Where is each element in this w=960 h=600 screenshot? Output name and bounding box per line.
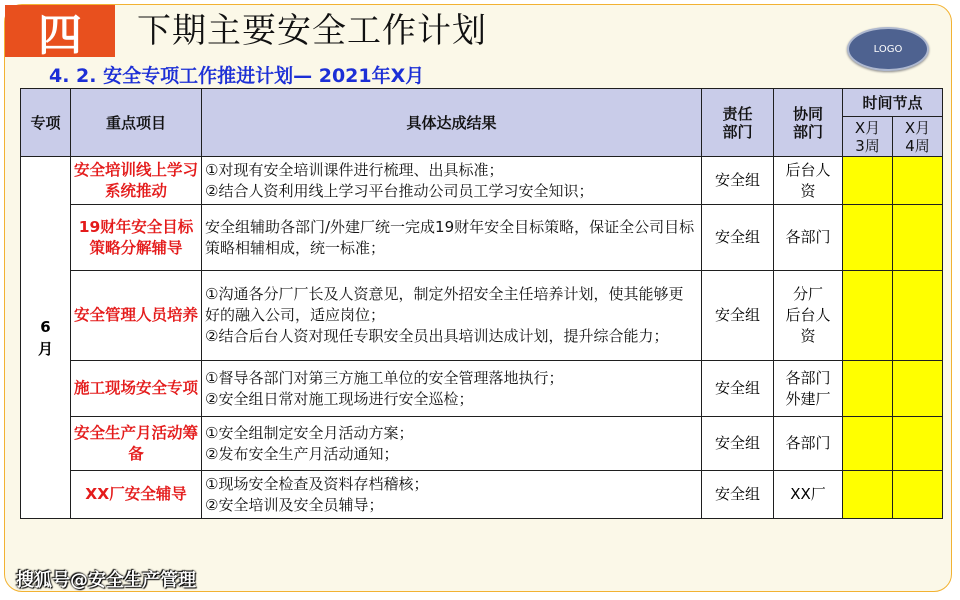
week3-slot xyxy=(843,205,893,271)
result-line: ①对现有安全培训课件进行梳理、出具标准； xyxy=(205,160,504,179)
result-line: ②安全组日常对施工现场进行安全巡检； xyxy=(205,389,474,408)
watermark: 搜狐号@安全生产管理 xyxy=(16,570,196,591)
result-line: 安全组辅助各部门/外建厂统一完成19财年安全目标策略，保证全公司目标策略相辅相成，统一标准； xyxy=(205,217,695,257)
header-week4 xyxy=(893,117,943,157)
table-row xyxy=(21,417,943,471)
header-responsible xyxy=(702,89,774,157)
header-cooperating-label: 协同部门 xyxy=(792,104,823,141)
table-row xyxy=(21,271,943,361)
responsible-dept: 安全组 xyxy=(702,205,774,271)
result-text xyxy=(202,157,702,205)
result-line: ①督导各部门对第三方施工单位的安全管理落地执行； xyxy=(205,368,564,387)
header-responsible-label: 责任部门 xyxy=(722,104,753,141)
responsible-dept: 安全组 xyxy=(702,471,774,519)
table-row xyxy=(21,205,943,271)
week4-slot xyxy=(893,471,943,519)
week4-slot xyxy=(893,271,943,361)
week4-slot xyxy=(893,157,943,205)
header-cooperating xyxy=(774,89,843,157)
result-text xyxy=(202,417,702,471)
responsible-dept: 安全组 xyxy=(702,361,774,417)
section-subtitle: 4. 2. 安全专项工作推进计划— 2021年X月 xyxy=(49,65,425,87)
cooperating-dept: XX厂 xyxy=(774,471,843,519)
header-result: 具体达成结果 xyxy=(202,89,702,157)
cooperating-dept-label: 各部门 外建厂 xyxy=(785,368,831,408)
responsible-dept: 安全组 xyxy=(702,271,774,361)
cooperating-dept: 各部门 xyxy=(774,205,843,271)
result-line: ②结合后台人资对现任专职安全员出具培训达成计划，提升综合能力； xyxy=(205,327,669,345)
cooperating-dept-label: 后台人资 xyxy=(785,160,831,200)
key-item: 19财年安全目标策略分解辅导 xyxy=(71,205,202,271)
result-line: ①沟通各分厂厂长及人资意见，制定外招安全主任培养计划，使其能够更好的融入公司，适应岗位； xyxy=(205,285,684,324)
page-title: 下期主要安全工作计划 xyxy=(137,11,487,51)
header-week3 xyxy=(843,117,893,157)
result-line: ①安全组制定安全月活动方案； xyxy=(205,423,414,442)
week3-slot xyxy=(843,361,893,417)
result-text xyxy=(202,205,702,271)
week3-slot xyxy=(843,157,893,205)
week4-slot xyxy=(893,361,943,417)
header-key-item: 重点项目 xyxy=(71,89,202,157)
month-cell xyxy=(21,157,71,519)
header-week3-label: X月3周 xyxy=(854,118,881,155)
key-item: 安全管理人员培养 xyxy=(71,271,202,361)
key-item: 安全生产月活动筹备 xyxy=(71,417,202,471)
key-item: 施工现场安全专项 xyxy=(71,361,202,417)
key-item: 安全培训线上学习系统推动 xyxy=(71,157,202,205)
header-category: 专项 xyxy=(21,89,71,157)
cooperating-dept: 各部门 xyxy=(774,417,843,471)
week3-slot xyxy=(843,417,893,471)
header-week4-label: X月4周 xyxy=(904,118,931,155)
table-row xyxy=(21,157,943,205)
result-line: ②安全培训及安全员辅导； xyxy=(205,495,384,514)
month-label: 6月 xyxy=(37,317,53,358)
week4-slot xyxy=(893,205,943,271)
logo: LOGO xyxy=(847,27,929,71)
result-text xyxy=(202,361,702,417)
week4-slot xyxy=(893,417,943,471)
result-text xyxy=(202,471,702,519)
result-line: ①现场安全检查及资料存档稽核； xyxy=(205,474,429,493)
week3-slot xyxy=(843,471,893,519)
key-item: XX厂安全辅导 xyxy=(71,471,202,519)
table-row xyxy=(21,361,943,417)
section-number: 四 xyxy=(5,5,115,57)
result-text xyxy=(202,271,702,361)
cooperating-dept xyxy=(774,271,843,361)
week3-slot xyxy=(843,271,893,361)
result-line: ②结合人资利用线上学习平台推动公司员工学习安全知识； xyxy=(205,181,594,200)
table-row xyxy=(21,471,943,519)
responsible-dept: 安全组 xyxy=(702,417,774,471)
responsible-dept: 安全组 xyxy=(702,157,774,205)
result-line: ②发布安全生产月活动通知； xyxy=(205,444,399,463)
header-row xyxy=(21,89,943,117)
cooperating-dept xyxy=(774,157,843,205)
header-time-nodes: 时间节点 xyxy=(843,89,943,117)
cooperating-dept-label: 分厂 后台人资 xyxy=(785,285,831,345)
cooperating-dept xyxy=(774,361,843,417)
plan-table xyxy=(20,88,943,519)
